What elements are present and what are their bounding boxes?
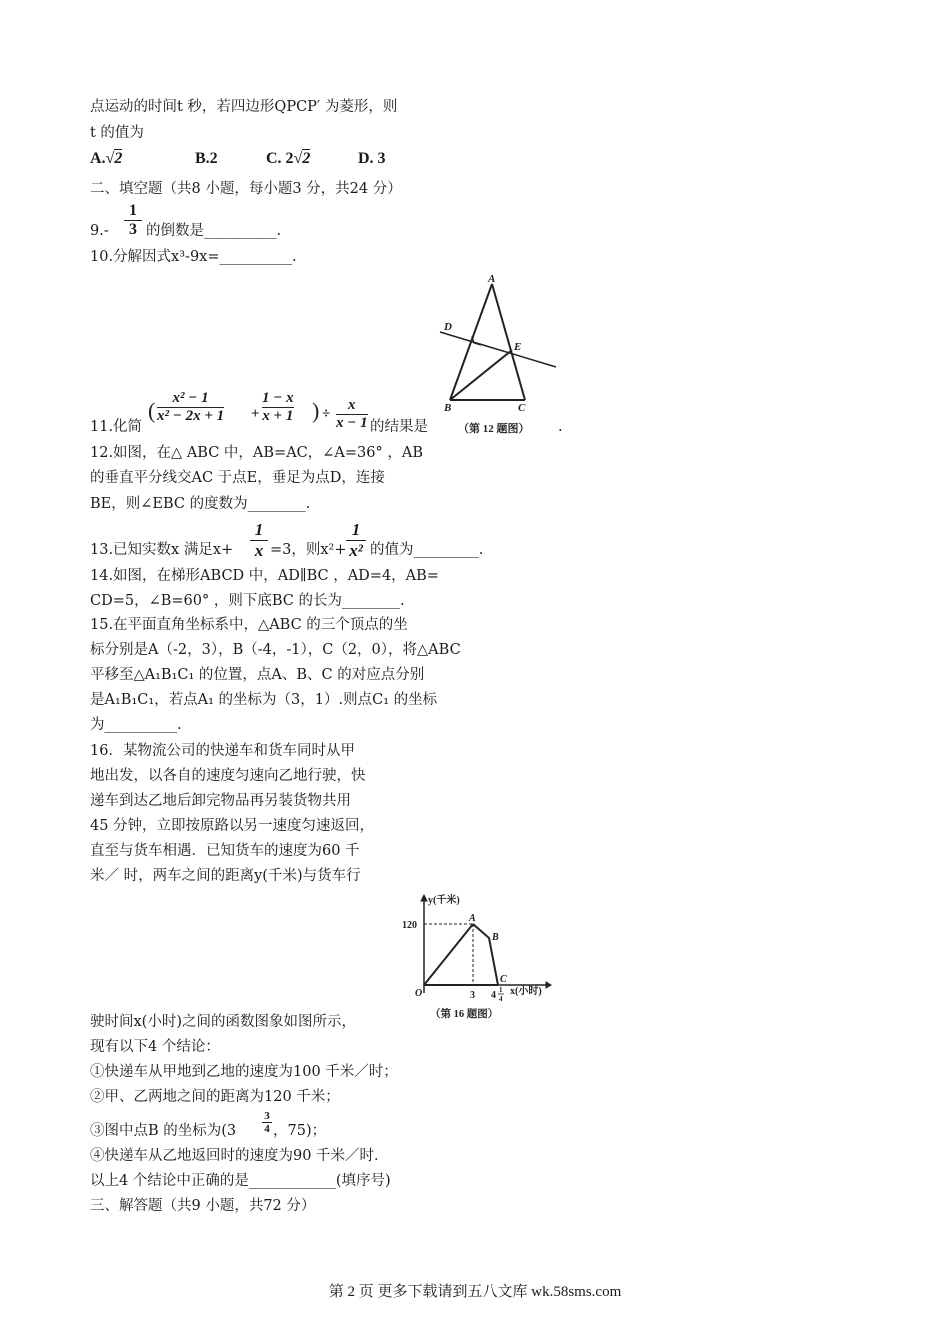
- q13-fraction-1: [250, 520, 268, 561]
- q11-f2-denominator: x + 1: [262, 408, 294, 424]
- q16-line: 驶时间x(小时)之间的函数图象如图所示，: [90, 1014, 356, 1030]
- q16-line: 递车到达乙地后卸完物品再另装货物共用: [90, 793, 351, 809]
- q16-line: 直至与货车相遇．已知货车的速度为60 千: [90, 843, 360, 859]
- q11-f2-numerator: 1 − x: [262, 390, 294, 406]
- q13-f2-numerator: 1: [351, 520, 361, 539]
- figure-16: [398, 893, 553, 1028]
- q9-numerator: 1: [129, 202, 137, 219]
- label-a: A: [469, 913, 476, 924]
- y-axis-arrow: [421, 895, 427, 901]
- q13-f2-denominator: x²: [349, 541, 363, 560]
- option-c-radicand: 2: [302, 150, 311, 167]
- q13-prefix: 13.已知实数x 满足x+: [90, 542, 234, 558]
- q9-prefix: 9.-: [90, 223, 109, 239]
- label-b: B: [444, 402, 452, 414]
- option-a-label: A.: [90, 150, 106, 167]
- figure-12: [430, 270, 590, 440]
- conclusion-4: ④快递车从乙地返回时的速度为90 千米／时．: [90, 1148, 389, 1164]
- text-line: t 的值为: [90, 125, 144, 141]
- paren-open: (: [148, 398, 156, 423]
- figure-12-caption: （第 12 题图）: [458, 423, 530, 435]
- q14-line: CD=5，∠B=60° ，则下底BC 的长为________.: [90, 593, 405, 609]
- segment-oa: [424, 924, 473, 985]
- c3-denominator: 4: [264, 1123, 270, 1135]
- q16-answer-line: 以上4 个结论中正确的是____________(填序号): [90, 1173, 391, 1189]
- q13-f1-numerator: 1: [254, 520, 264, 539]
- tick-x4-num: 1: [499, 986, 503, 994]
- q16-line: 现有以下4 个结论：: [90, 1039, 220, 1055]
- option-a: [90, 150, 122, 168]
- section-heading: 三、解答题（共9 小题，共72 分）: [90, 1198, 316, 1214]
- q14-line: 14.如图，在梯形ABCD 中，AD∥BC ，AD=4，AB=: [90, 568, 439, 584]
- q12-line: BE，则∠EBC 的度数为________.: [90, 496, 311, 512]
- tick-y120: 120: [402, 920, 417, 931]
- q10: 10.分解因式x³-9x=__________.: [90, 249, 297, 265]
- q13-fraction-2: [346, 520, 366, 561]
- label-c: C: [518, 402, 526, 414]
- q11-prefix: 11.化简: [90, 419, 143, 435]
- tick-x3: 3: [470, 990, 475, 1001]
- sqrt-symbol: √: [293, 150, 303, 167]
- x-axis-arrow: [546, 982, 551, 988]
- q16-line: 地出发，以各自的速度匀速向乙地行驶，快: [90, 768, 366, 784]
- q16-line: 45 分钟，立即按原路以另一速度匀速返回，: [90, 818, 375, 834]
- option-a-radicand: 2: [114, 150, 123, 167]
- q15-line: 为__________.: [90, 717, 182, 733]
- q13-middle: =3，则x²+: [270, 542, 347, 558]
- q15-line: 15.在平面直角坐标系中，△ABC 的三个顶点的坐: [90, 617, 408, 633]
- label-origin: O: [415, 988, 423, 999]
- q12-line: 12.如图，在△ ABC 中，AB=AC，∠A=36° ，AB: [90, 445, 423, 461]
- label-c: C: [500, 974, 507, 985]
- q11-f3-numerator: x: [348, 397, 356, 413]
- option-b: B.2: [195, 150, 218, 167]
- option-c: [266, 150, 310, 168]
- label-a: A: [488, 273, 496, 285]
- plus-sign: +: [251, 406, 260, 422]
- q16-line: 16．某物流公司的快递车和货车同时从甲: [90, 743, 355, 759]
- conclusion-3-prefix: ③图中点B 的坐标为(3: [90, 1123, 237, 1139]
- q9-fraction: [124, 202, 142, 239]
- q11-f1-numerator: x² − 1: [172, 390, 209, 406]
- q16-line: 米／ 时，两车之间的距离y(千米)与货车行: [90, 868, 361, 884]
- q13-suffix: 的值为_________.: [370, 542, 484, 558]
- divide-sign: ÷: [322, 406, 331, 422]
- q15-line: 平移至△A₁B₁C₁ 的位置，点A、B、C 的对应点分别: [90, 667, 425, 683]
- x-axis-label: x(小时): [510, 986, 542, 997]
- q13-f1-denominator: x: [254, 541, 264, 560]
- sqrt-symbol: √: [105, 150, 115, 167]
- q15-line: 标分别是A（-2，3），B（-4，-1），C（2，0），将△ABC: [90, 642, 461, 658]
- option-d: D. 3: [358, 150, 386, 167]
- q11-fraction-1: [157, 390, 224, 425]
- q9-suffix: 的倒数是__________.: [146, 223, 282, 239]
- q11-end: .: [558, 419, 563, 435]
- section-heading: 二、填空题（共8 小题，每小题3 分，共24 分）: [90, 181, 402, 197]
- q12-line: 的垂直平分线交AC 于点E，垂足为点D，连接: [90, 470, 385, 486]
- figure-16-caption: （第 16 题图）: [430, 1009, 499, 1020]
- label-d: D: [444, 321, 452, 333]
- option-c-label: C. 2: [266, 150, 294, 167]
- q11-f3-denominator: x − 1: [336, 415, 368, 431]
- q11-f1-denominator: x² − 2x + 1: [157, 408, 225, 424]
- q9-denominator: 3: [129, 221, 137, 238]
- q15-line: 是A₁B₁C₁，若点A₁ 的坐标为（3，1）.则点C₁ 的坐标: [90, 692, 438, 708]
- conclusion-3-suffix: ，75)；: [273, 1123, 327, 1139]
- q11-suffix: 的结果是: [370, 419, 428, 435]
- text-line: 点运动的时间t 秒，若四边形QPCP′ 为菱形，则: [90, 99, 398, 115]
- conclusion-2: ②甲、乙两地之间的距离为120 千米；: [90, 1089, 340, 1105]
- label-e: E: [514, 341, 522, 353]
- label-b: B: [492, 932, 499, 943]
- conclusion-1: ①快递车从甲地到乙地的速度为100 千米／时；: [90, 1064, 398, 1080]
- c3-numerator: 3: [264, 1110, 270, 1122]
- conclusion-3-fraction: [262, 1110, 272, 1135]
- y-axis-label: y(千米): [428, 895, 460, 906]
- q11-fraction-2: [262, 390, 294, 425]
- paren-close: ): [312, 398, 320, 423]
- q11-fraction-3: [336, 397, 368, 432]
- tick-x4-den: 4: [499, 995, 503, 1003]
- page-footer: 第 2 页 更多下载请到五八文库 wk.58sms.com: [328, 1284, 622, 1300]
- tick-x4-int: 4: [491, 990, 496, 1001]
